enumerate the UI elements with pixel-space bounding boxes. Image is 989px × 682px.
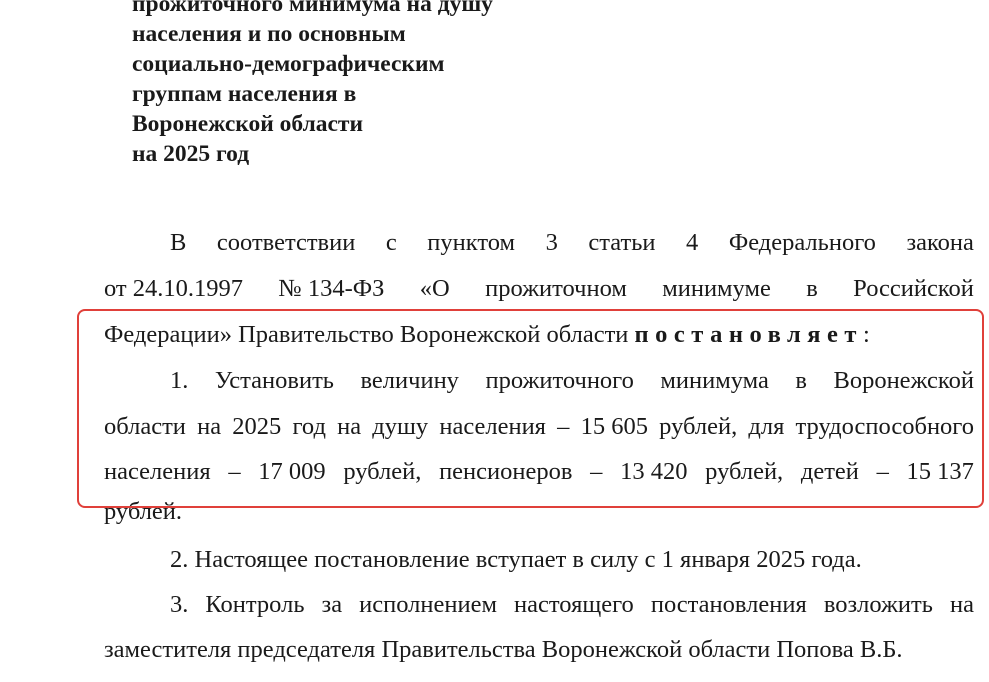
word: 3.: [170, 591, 189, 618]
word: на: [949, 591, 974, 618]
word: прожиточном: [485, 275, 627, 302]
word: 1.: [170, 367, 189, 394]
word: Воронежской: [833, 367, 974, 394]
word: области: [104, 413, 186, 440]
title-line: на 2025 год: [132, 141, 250, 167]
word: с: [385, 229, 397, 256]
word: минимуме: [662, 275, 771, 302]
title-line: прожиточного минимума на душу: [132, 0, 493, 17]
word: населения: [439, 413, 546, 440]
title-line: Воронежской области: [132, 111, 364, 137]
word: 15 605: [580, 413, 648, 440]
word: населения: [104, 458, 211, 485]
word: на: [337, 413, 362, 440]
title-line: социально-демографическим: [132, 51, 445, 77]
word: год: [292, 413, 326, 440]
word: величину: [360, 367, 459, 394]
word: 13 420: [620, 458, 688, 485]
word: в: [806, 275, 818, 302]
word: рублей,: [343, 458, 422, 485]
item-2: 2. Настоящее постановление вступает в силу с 1 января 2025 года.: [170, 546, 862, 573]
word: –: [590, 458, 603, 485]
word: –: [557, 413, 570, 440]
item-1-line-4: рублей.: [104, 498, 183, 525]
word: в: [795, 367, 807, 394]
word: статьи: [588, 229, 656, 256]
word: Российской: [853, 275, 974, 302]
resolves-keyword: постановляет: [634, 321, 863, 348]
word: от 24.10.1997: [104, 275, 244, 302]
word: душу: [372, 413, 429, 440]
word: закона: [906, 229, 974, 256]
preamble-line-1: [170, 228, 974, 258]
word: рублей,: [705, 458, 784, 485]
word: 4: [686, 229, 699, 256]
document-title: [132, 0, 493, 169]
word: рублей,: [659, 413, 738, 440]
item-3-line-1: [170, 590, 974, 620]
word: настоящего: [514, 591, 634, 618]
word: пенсионеров: [439, 458, 573, 485]
word: исполнением: [359, 591, 497, 618]
word: В: [170, 229, 187, 256]
word: возложить: [823, 591, 933, 618]
word: минимума: [660, 367, 769, 394]
word: 2025: [232, 413, 282, 440]
highlight-box: [77, 309, 984, 508]
word: 3: [545, 229, 558, 256]
word: прожиточного: [485, 367, 634, 394]
word: Контроль: [205, 591, 305, 618]
word: –: [876, 458, 889, 485]
word: 15 137: [906, 458, 974, 485]
word: 17 009: [258, 458, 326, 485]
item-3-line-2: заместителя председателя Правительства Воронежской области Попова В.Б.: [104, 636, 903, 663]
word: соответствии: [216, 229, 356, 256]
word: детей: [800, 458, 859, 485]
word: Федерального: [728, 229, 876, 256]
colon: :: [862, 321, 870, 348]
word: «О: [419, 275, 450, 302]
word: пунктом: [427, 229, 516, 256]
preamble-line-2: [104, 274, 974, 304]
word: за: [321, 591, 343, 618]
word: на: [197, 413, 222, 440]
word: Установить: [214, 367, 334, 394]
word: постановления: [650, 591, 807, 618]
word: № 134-ФЗ: [278, 275, 385, 302]
word: –: [228, 458, 241, 485]
title-line: населения и по основным: [132, 21, 406, 47]
preamble-text: Федерации» Правительство Воронежской области: [104, 321, 635, 348]
word: трудоспособного: [795, 413, 974, 440]
title-line: группам населения в: [132, 81, 357, 107]
word: для: [748, 413, 785, 440]
